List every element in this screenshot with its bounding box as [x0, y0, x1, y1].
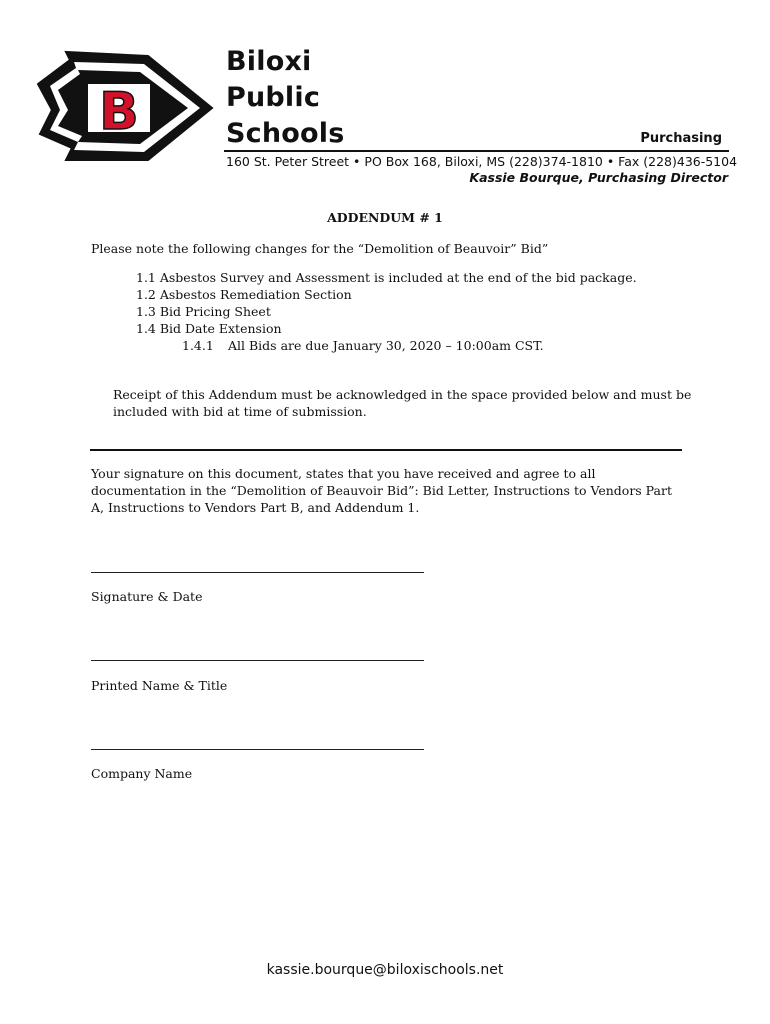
printed-name-title-line[interactable] — [91, 660, 424, 661]
org-name-line-1: Biloxi — [226, 46, 312, 77]
addendum-item: 1.4 Bid Date Extension — [136, 321, 282, 336]
sub-item-text: All Bids are due January 30, 2020 – 10:00am CST. — [228, 338, 544, 353]
addendum-item: 1.1 Asbestos Survey and Assessment is included at the end of the bid package. — [136, 270, 637, 285]
biloxi-arrowhead-logo — [36, 50, 214, 164]
footer-email: kassie.bourque@biloxischools.net — [266, 962, 504, 978]
header-divider — [224, 150, 729, 152]
company-name-label: Company Name — [91, 766, 193, 781]
company-name-line[interactable] — [91, 749, 424, 750]
director-line: Kassie Bourque, Purchasing Director — [469, 170, 728, 185]
sub-item-number: 1.4.1 — [182, 338, 214, 353]
addendum-title: ADDENDUM # 1 — [327, 210, 443, 225]
addendum-intro: Please note the following changes for the “Demolition of Beauvoir” Bid” — [91, 241, 549, 256]
addendum-item: 1.3 Bid Pricing Sheet — [136, 304, 271, 319]
org-name-line-3: Schools — [226, 118, 345, 149]
logo-letter-b: B — [99, 82, 139, 142]
addendum-item: 1.2 Asbestos Remediation Section — [136, 287, 352, 302]
signature-date-line[interactable] — [91, 572, 424, 573]
department-label: Purchasing — [640, 131, 722, 146]
section-divider — [90, 449, 682, 451]
address-line: 160 St. Peter Street • PO Box 168, Biloxi, MS (228)374-1810 • Fax (228)436-5104 — [226, 154, 738, 169]
agreement-text: Your signature on this document, states that you have received and agree to all documentation in the “Demolition of Beauvoir Bid”: Bid Letter, Instructions to Vendors Part A, Instructions to Vendors Part B, and Addendum 1. — [91, 466, 672, 515]
signature-date-label: Signature & Date — [91, 589, 203, 604]
receipt-note: Receipt of this Addendum must be acknowledged in the space provided below and must be included with bid at time of submission. — [113, 387, 692, 419]
printed-name-title-label: Printed Name & Title — [91, 678, 228, 693]
org-name-line-2: Public — [226, 82, 321, 113]
